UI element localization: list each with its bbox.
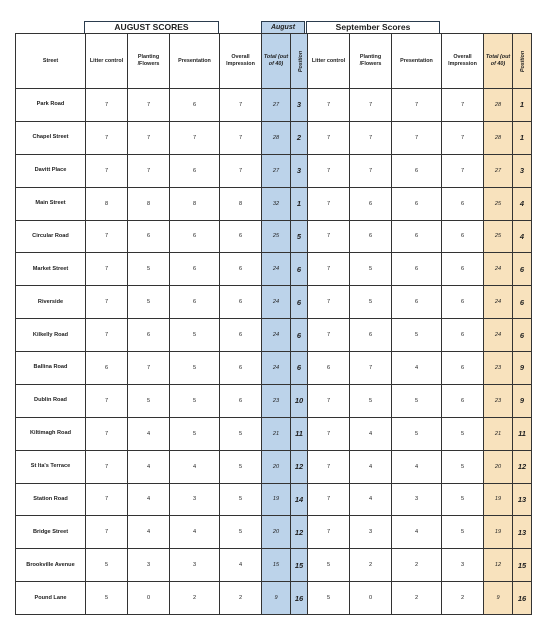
aug-total-cell: 9 [262,582,291,615]
august-total-header: August [261,21,305,34]
sep-litter-cell: 6 [308,352,350,385]
aug-litter-cell: 7 [86,450,128,483]
aug-planting-cell: 8 [128,187,170,220]
aug-litter-cell: 8 [86,187,128,220]
aug-planting-cell: 6 [128,319,170,352]
aug-total-cell: 21 [262,417,291,450]
aug-total-cell: 27 [262,154,291,187]
sep-overall-cell: 7 [442,121,484,154]
sep-position-cell: 4 [513,220,532,253]
aug-litter-cell: 7 [86,253,128,286]
sep-litter-cell: 7 [308,450,350,483]
sep-presentation-cell: 2 [392,549,442,582]
aug-position-cell: 6 [291,286,308,319]
aug-planting-cell: 7 [128,352,170,385]
aug-presentation-cell: 6 [170,220,220,253]
aug-litter-cell: 7 [86,121,128,154]
sep-presentation-cell: 4 [392,450,442,483]
sep-planting-cell: 5 [350,384,392,417]
sep-litter-cell: 7 [308,89,350,122]
aug-overall-cell: 6 [220,352,262,385]
sep-overall-cell: 5 [442,450,484,483]
street-name: Kiltimagh Road [16,417,86,450]
table-row [16,319,532,352]
aug-total-cell: 25 [262,220,291,253]
september-scores-header: September Scores [306,21,440,34]
sep-position-cell: 16 [513,582,532,615]
col-aug-overall: Overall Impression [220,34,262,89]
aug-total-cell: 20 [262,516,291,549]
sep-litter-cell: 7 [308,417,350,450]
aug-total-cell: 28 [262,121,291,154]
street-name: Bridge Street [16,516,86,549]
aug-overall-cell: 5 [220,483,262,516]
street-name: Market Street [16,253,86,286]
aug-total-cell: 23 [262,384,291,417]
aug-litter-cell: 7 [86,483,128,516]
aug-overall-cell: 6 [220,220,262,253]
sep-total-cell: 23 [484,352,513,385]
aug-presentation-cell: 8 [170,187,220,220]
table-row [16,516,532,549]
sep-planting-cell: 7 [350,89,392,122]
aug-total-cell: 24 [262,286,291,319]
sep-overall-cell: 5 [442,417,484,450]
aug-planting-cell: 5 [128,286,170,319]
col-sep-total: Total (out of 40) [484,34,513,89]
street-name: Park Road [16,89,86,122]
sep-position-cell: 1 [513,89,532,122]
aug-total-cell: 19 [262,483,291,516]
street-name: Pound Lane [16,582,86,615]
sep-total-cell: 28 [484,121,513,154]
aug-planting-cell: 0 [128,582,170,615]
aug-presentation-cell: 6 [170,253,220,286]
col-aug-position [291,34,308,89]
sep-position-cell: 1 [513,121,532,154]
sep-overall-cell: 7 [442,89,484,122]
aug-litter-cell: 5 [86,582,128,615]
sep-overall-cell: 3 [442,549,484,582]
aug-position-cell: 12 [291,450,308,483]
sep-position-cell: 9 [513,384,532,417]
aug-overall-cell: 4 [220,549,262,582]
street-name: Riverside [16,286,86,319]
sep-overall-cell: 6 [442,286,484,319]
sep-planting-cell: 7 [350,352,392,385]
sep-overall-cell: 6 [442,220,484,253]
aug-litter-cell: 7 [86,286,128,319]
sep-total-cell: 20 [484,450,513,483]
sep-planting-cell: 6 [350,187,392,220]
aug-position-cell: 16 [291,582,308,615]
aug-presentation-cell: 5 [170,417,220,450]
aug-presentation-cell: 5 [170,352,220,385]
scores-table [15,33,532,615]
aug-planting-cell: 4 [128,516,170,549]
table-row [16,549,532,582]
table-row [16,187,532,220]
table-row [16,220,532,253]
aug-planting-cell: 7 [128,154,170,187]
sep-litter-cell: 7 [308,516,350,549]
aug-position-cell: 14 [291,483,308,516]
aug-overall-cell: 7 [220,154,262,187]
aug-planting-cell: 7 [128,121,170,154]
aug-presentation-cell: 7 [170,121,220,154]
table-row [16,582,532,615]
sep-planting-cell: 3 [350,516,392,549]
sep-overall-cell: 6 [442,384,484,417]
sep-litter-cell: 7 [308,253,350,286]
aug-planting-cell: 3 [128,549,170,582]
col-street: Street [16,34,86,89]
scores-body [16,89,532,615]
aug-litter-cell: 7 [86,220,128,253]
aug-litter-cell: 6 [86,352,128,385]
sep-position-cell: 15 [513,549,532,582]
aug-position-cell: 2 [291,121,308,154]
sep-presentation-cell: 6 [392,286,442,319]
aug-presentation-cell: 5 [170,384,220,417]
aug-presentation-cell: 6 [170,286,220,319]
sep-presentation-cell: 5 [392,319,442,352]
table-row [16,450,532,483]
street-name: Ballina Road [16,352,86,385]
aug-position-cell: 10 [291,384,308,417]
sep-overall-cell: 6 [442,253,484,286]
sep-total-cell: 19 [484,483,513,516]
sep-overall-cell: 5 [442,516,484,549]
sep-litter-cell: 7 [308,220,350,253]
col-aug-presentation: Presentation [170,34,220,89]
aug-position-cell: 3 [291,154,308,187]
sep-total-cell: 9 [484,582,513,615]
col-sep-position-label: Position [520,50,527,72]
sep-planting-cell: 4 [350,417,392,450]
sep-total-cell: 24 [484,286,513,319]
street-name: Station Road [16,483,86,516]
aug-planting-cell: 4 [128,483,170,516]
sep-overall-cell: 2 [442,582,484,615]
col-sep-litter: Litter control [308,34,350,89]
aug-overall-cell: 6 [220,384,262,417]
aug-total-cell: 24 [262,253,291,286]
col-sep-planting: Planting /Flowers [350,34,392,89]
sep-overall-cell: 5 [442,483,484,516]
aug-litter-cell: 7 [86,384,128,417]
aug-position-cell: 6 [291,352,308,385]
aug-overall-cell: 5 [220,516,262,549]
aug-litter-cell: 7 [86,417,128,450]
sep-presentation-cell: 6 [392,154,442,187]
sep-litter-cell: 7 [308,121,350,154]
table-row [16,253,532,286]
sep-litter-cell: 7 [308,187,350,220]
sep-presentation-cell: 5 [392,417,442,450]
sep-planting-cell: 7 [350,154,392,187]
col-aug-planting: Planting /Flowers [128,34,170,89]
aug-overall-cell: 2 [220,582,262,615]
aug-position-cell: 3 [291,89,308,122]
sep-position-cell: 6 [513,253,532,286]
sep-total-cell: 25 [484,220,513,253]
table-row [16,352,532,385]
sep-planting-cell: 6 [350,220,392,253]
aug-presentation-cell: 4 [170,450,220,483]
aug-presentation-cell: 6 [170,154,220,187]
sep-total-cell: 24 [484,253,513,286]
sep-position-cell: 3 [513,154,532,187]
sep-total-cell: 23 [484,384,513,417]
aug-overall-cell: 7 [220,89,262,122]
sep-total-cell: 19 [484,516,513,549]
aug-total-cell: 20 [262,450,291,483]
aug-overall-cell: 6 [220,286,262,319]
aug-presentation-cell: 4 [170,516,220,549]
col-aug-position-label: Position [298,50,305,72]
sep-planting-cell: 0 [350,582,392,615]
august-scores-header: AUGUST SCORES [84,21,219,34]
sep-presentation-cell: 4 [392,352,442,385]
aug-planting-cell: 6 [128,220,170,253]
aug-overall-cell: 6 [220,253,262,286]
street-name: Brookville Avenue [16,549,86,582]
aug-position-cell: 1 [291,187,308,220]
aug-overall-cell: 8 [220,187,262,220]
aug-planting-cell: 7 [128,89,170,122]
aug-litter-cell: 5 [86,549,128,582]
sep-presentation-cell: 7 [392,121,442,154]
aug-position-cell: 12 [291,516,308,549]
aug-presentation-cell: 6 [170,89,220,122]
sep-total-cell: 27 [484,154,513,187]
aug-presentation-cell: 3 [170,549,220,582]
sep-overall-cell: 6 [442,187,484,220]
sep-presentation-cell: 7 [392,89,442,122]
sep-position-cell: 11 [513,417,532,450]
table-row [16,286,532,319]
sep-total-cell: 25 [484,187,513,220]
sep-planting-cell: 4 [350,450,392,483]
sep-total-cell: 21 [484,417,513,450]
aug-planting-cell: 4 [128,450,170,483]
sep-litter-cell: 7 [308,319,350,352]
aug-position-cell: 5 [291,220,308,253]
sep-planting-cell: 4 [350,483,392,516]
aug-total-cell: 32 [262,187,291,220]
sep-overall-cell: 6 [442,352,484,385]
sep-litter-cell: 7 [308,384,350,417]
sep-presentation-cell: 6 [392,220,442,253]
sep-presentation-cell: 6 [392,253,442,286]
header-row [16,34,532,89]
col-sep-presentation: Presentation [392,34,442,89]
sep-total-cell: 12 [484,549,513,582]
aug-overall-cell: 7 [220,121,262,154]
aug-total-cell: 27 [262,89,291,122]
table-row [16,121,532,154]
sep-position-cell: 13 [513,483,532,516]
sep-total-cell: 28 [484,89,513,122]
sep-presentation-cell: 3 [392,483,442,516]
table-row [16,154,532,187]
sep-litter-cell: 5 [308,549,350,582]
sep-litter-cell: 5 [308,582,350,615]
sep-position-cell: 4 [513,187,532,220]
sep-overall-cell: 6 [442,319,484,352]
aug-overall-cell: 6 [220,319,262,352]
sep-planting-cell: 5 [350,253,392,286]
aug-litter-cell: 7 [86,89,128,122]
table-row [16,384,532,417]
aug-planting-cell: 5 [128,253,170,286]
col-aug-litter: Litter control [86,34,128,89]
aug-position-cell: 11 [291,417,308,450]
sep-litter-cell: 7 [308,154,350,187]
aug-presentation-cell: 3 [170,483,220,516]
street-name: Circular Road [16,220,86,253]
sep-presentation-cell: 4 [392,516,442,549]
sep-position-cell: 6 [513,319,532,352]
sep-planting-cell: 5 [350,286,392,319]
aug-overall-cell: 5 [220,417,262,450]
sep-total-cell: 24 [484,319,513,352]
street-name: Kilkelly Road [16,319,86,352]
aug-total-cell: 24 [262,319,291,352]
aug-position-cell: 6 [291,253,308,286]
sep-position-cell: 6 [513,286,532,319]
aug-litter-cell: 7 [86,319,128,352]
aug-overall-cell: 5 [220,450,262,483]
col-sep-overall: Overall Impression [442,34,484,89]
sep-planting-cell: 6 [350,319,392,352]
sep-planting-cell: 2 [350,549,392,582]
aug-position-cell: 15 [291,549,308,582]
street-name: Dublin Road [16,384,86,417]
sep-litter-cell: 7 [308,286,350,319]
aug-presentation-cell: 5 [170,319,220,352]
street-name: St Ita's Terrace [16,450,86,483]
sep-planting-cell: 7 [350,121,392,154]
aug-presentation-cell: 2 [170,582,220,615]
sep-presentation-cell: 6 [392,187,442,220]
aug-total-cell: 24 [262,352,291,385]
table-row [16,417,532,450]
col-aug-total: Total (out of 40) [262,34,291,89]
street-name: Main Street [16,187,86,220]
table-row [16,89,532,122]
table-row [16,483,532,516]
sep-presentation-cell: 5 [392,384,442,417]
aug-position-cell: 6 [291,319,308,352]
aug-total-cell: 15 [262,549,291,582]
sep-overall-cell: 7 [442,154,484,187]
aug-planting-cell: 4 [128,417,170,450]
street-name: Chapel Street [16,121,86,154]
sep-position-cell: 9 [513,352,532,385]
sep-litter-cell: 7 [308,483,350,516]
street-name: Davitt Place [16,154,86,187]
sep-presentation-cell: 2 [392,582,442,615]
sep-position-cell: 13 [513,516,532,549]
aug-litter-cell: 7 [86,516,128,549]
aug-litter-cell: 7 [86,154,128,187]
sep-position-cell: 12 [513,450,532,483]
aug-planting-cell: 5 [128,384,170,417]
col-sep-position [513,34,532,89]
